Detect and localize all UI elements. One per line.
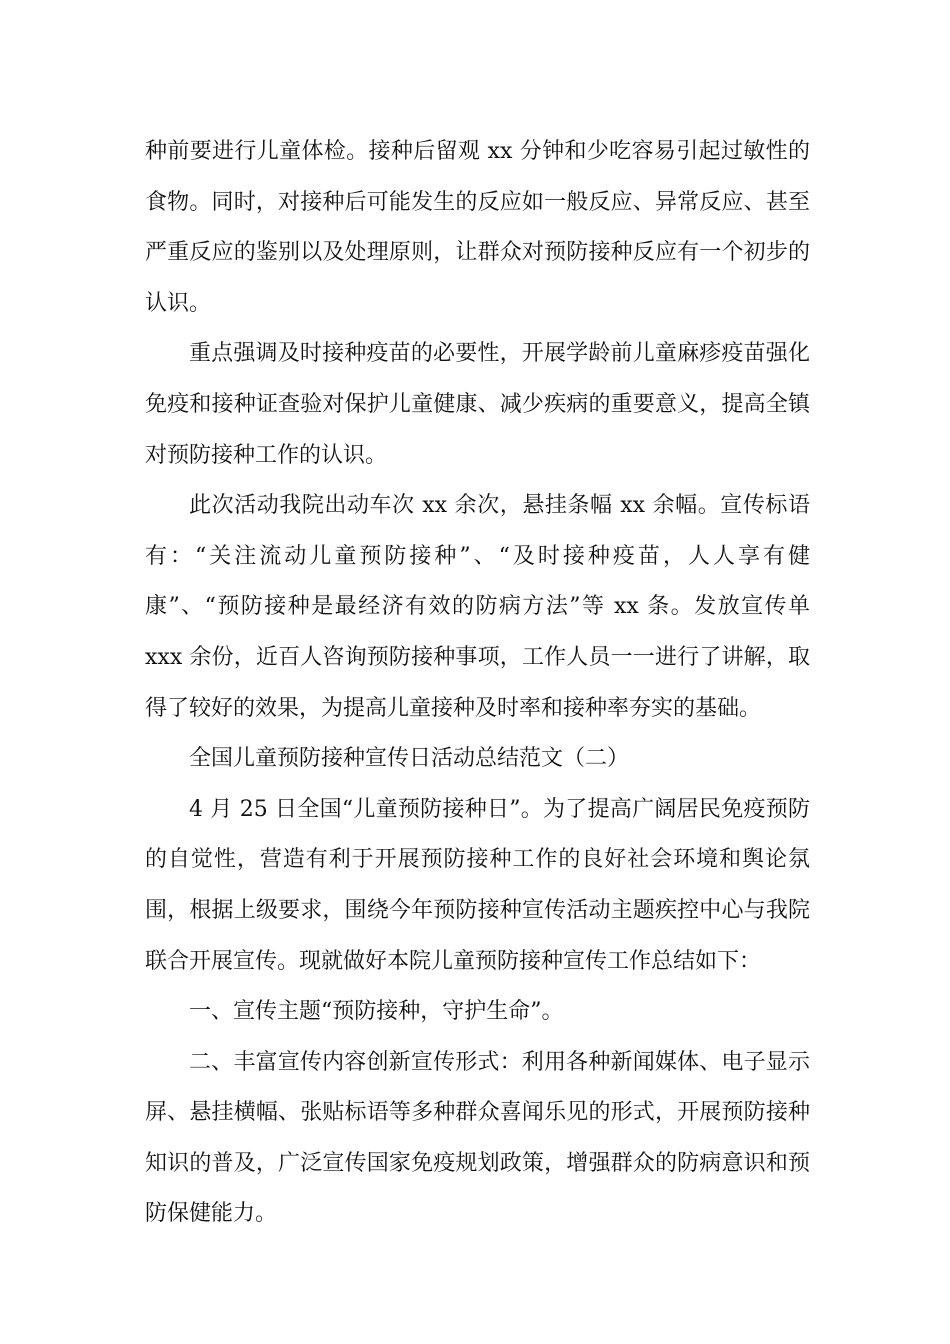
paragraph-1: 种前要进行儿童体检。接种后留观 xx 分钟和少吃容易引起过敏性的食物。同时，对接种后可能发生的反应如一般反应、异常反应、甚至严重反应的鉴别以及处理原则，让群众对预防接种反应有一个初步的认识。 — [145, 139, 810, 316]
paragraph-4: 4 月 25 日全国“儿童预防接种日”。为了提高广阔居民免疫预防的自觉性，营造有利于开展预防接种工作的良好社会环境和舆论氛围，根据上级要求，围绕今年预防接种宣传活动主题疾控中心与我院联合开展宣传。现就做好本院儿童预防接种宣传工作总结如下： — [145, 796, 810, 974]
paragraph-5: 一、宣传主题“预防接种，守护生命”。 — [189, 999, 564, 1025]
paragraph-3: 此次活动我院出动车次 xx 余次，悬挂条幅 xx 余幅。宣传标语有：“关注流动儿童预防接种”、“及时接种疫苗，人人享有健康”、“预防接种是最经济有效的防病方法”等 xx 条。发放宣传单 xxx 余份，近百人咨询预防接种事项，工作人员一一进行了讲解，取得了较好的效果，为提高儿童接种及时率和接种率夯实的基础。 — [145, 493, 810, 721]
section-heading: 全国儿童预防接种宣传日活动总结范文（二） — [189, 746, 630, 772]
document-body — [145, 127, 810, 1240]
paragraph-6: 二、丰富宣传内容创新宣传形式：利用各种新闻媒体、电子显示屏、悬挂横幅、张贴标语等多种群众喜闻乐见的形式，开展预防接种知识的普及，广泛宣传国家免疫规划政策，增强群众的防病意识和预防保健能力。 — [145, 1049, 810, 1227]
paragraph-2: 重点强调及时接种疫苗的必要性，开展学龄前儿童麻疹疫苗强化免疫和接种证查验对保护儿童健康、减少疾病的重要意义，提高全镇对预防接种工作的认识。 — [145, 341, 810, 468]
